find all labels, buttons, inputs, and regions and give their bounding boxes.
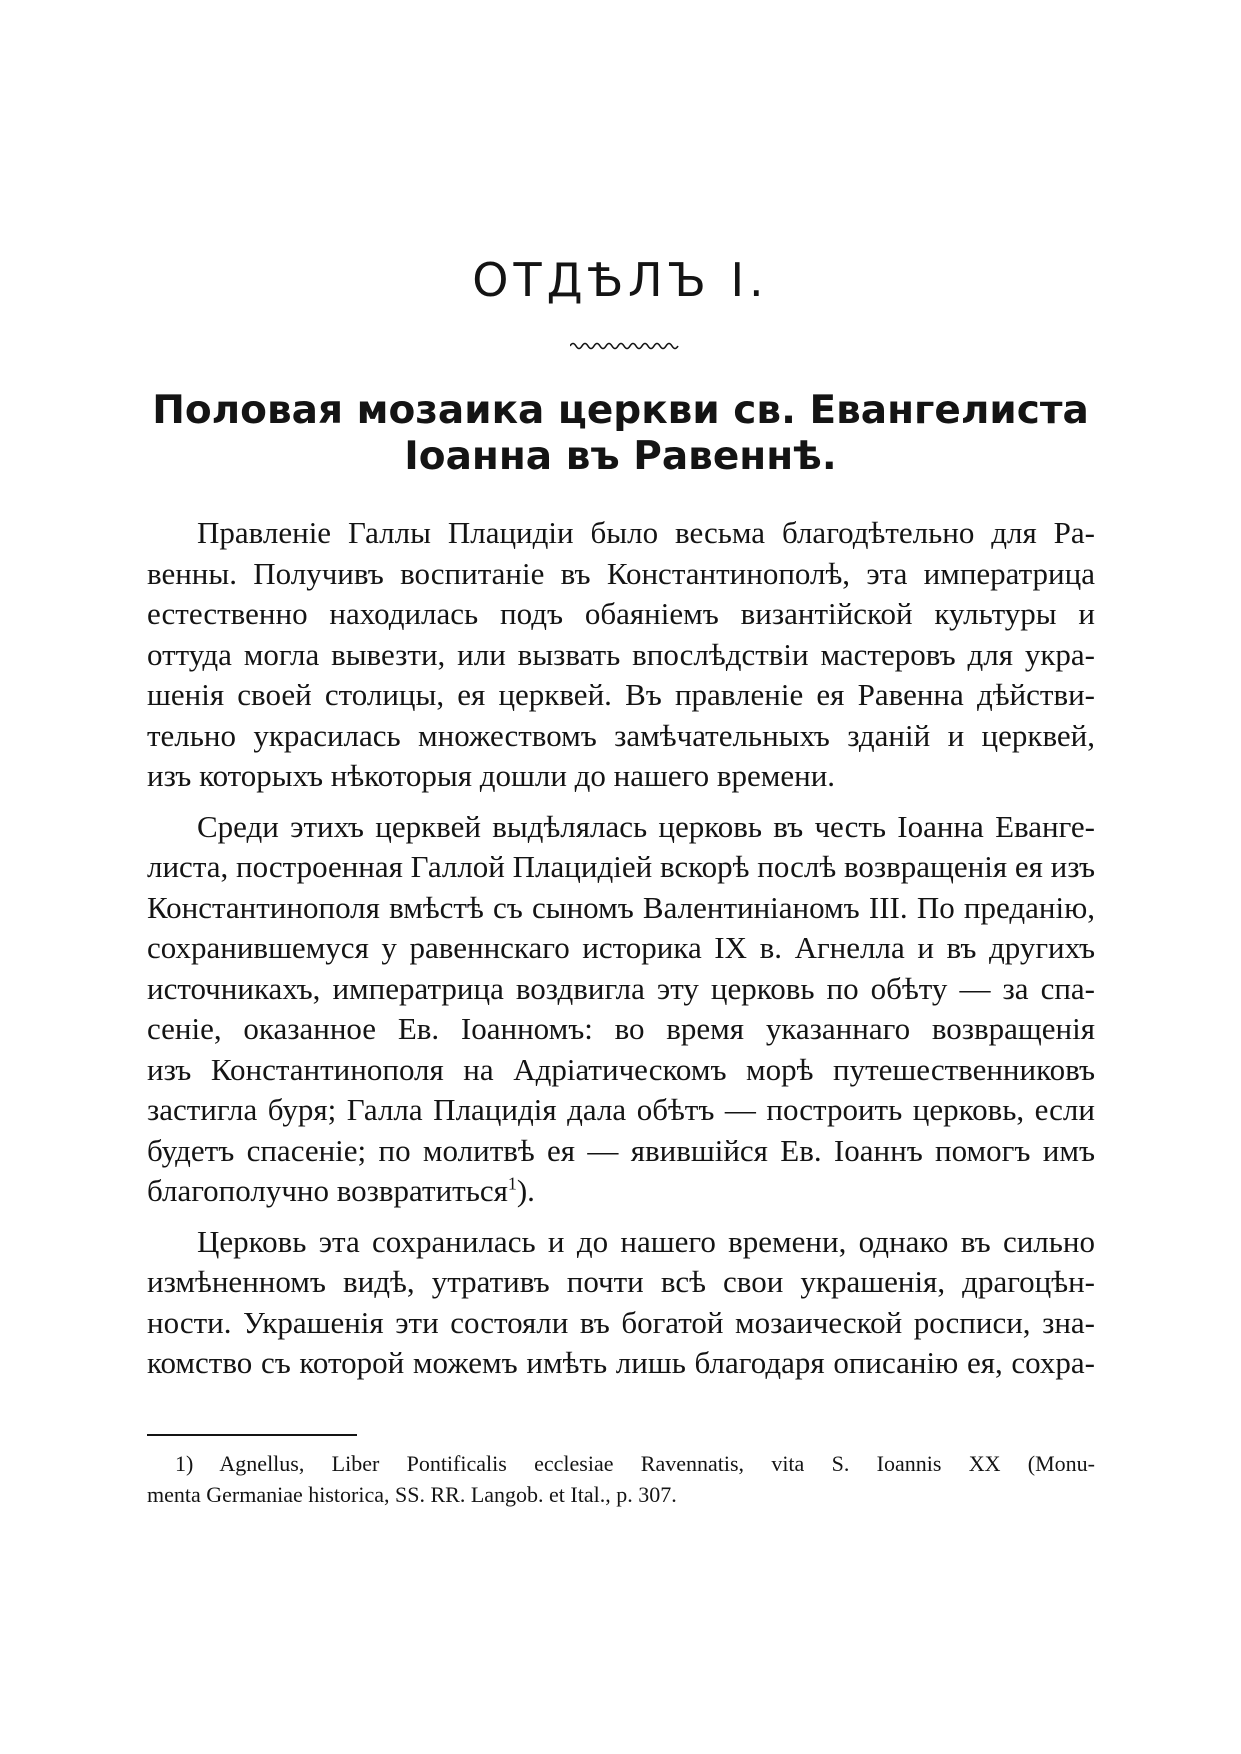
text-line: сохранившемуся у равеннскаго историка IX в. Агнелла и въ другихъ <box>147 930 1095 965</box>
text-line: Правленіе Галлы Плацидіи было весьма благодѣтельно для Ра- <box>197 515 1095 550</box>
paragraph-1 <box>147 513 1095 797</box>
text-line: сеніе, оказанное Ев. Іоанномъ: во время указаннаго возвращенія <box>147 1011 1095 1046</box>
text-line: изъ Константинополя на Адріатическомъ морѣ путешественниковъ <box>147 1051 1095 1087</box>
text-line: будетъ спасеніе; по молитвѣ ея — явившійся Ев. Іоаннъ помогъ имъ <box>147 1132 1095 1168</box>
text-line: листа, построенная Галлой Плацидіей вскорѣ послѣ возвращенія ея изъ <box>147 849 1095 884</box>
text-line-content: благополучно возвратиться <box>147 1173 508 1208</box>
text-line: изъ которыхъ нѣкоторыя дошли до нашего времени. <box>147 758 836 793</box>
text-line: тельно украсилась множествомъ замѣчательныхъ зданій и церквей, <box>147 717 1095 753</box>
paragraph-3 <box>147 1222 1095 1384</box>
text-line: Церковь эта сохранилась и до нашего времени, однако въ сильно <box>197 1223 1095 1259</box>
text-line: естественно находилась подъ обаяніемъ византійской культуры и <box>147 596 1095 631</box>
chapter-title <box>100 388 1141 480</box>
text-line: Константинополя вмѣстѣ съ сыномъ Валентиніаномъ III. По преданію, <box>147 889 1095 925</box>
chapter-title-line-1: Половая мозаика церкви св. Евангелиста <box>152 388 1089 433</box>
text-line: шенія своей столицы, ея церквей. Въ правленіе ея Равенна дѣйстви- <box>147 677 1095 712</box>
section-heading: ОТДѢЛЪ I. <box>472 253 769 307</box>
paragraph-2 <box>147 807 1095 1212</box>
text-line <box>147 1171 1095 1212</box>
text-line: источникахъ, императрица воздвигла эту церковь по обѣту — за спа- <box>147 970 1095 1006</box>
text-line: оттуда могла вывезти, или вызвать впослѣдствіи мастеровъ для укра- <box>147 636 1095 672</box>
footnote-line: 1) Agnellus, Liber Pontificalis ecclesiae Ravennatis, vita S. Ioannis XX (Monu- <box>175 1451 1095 1476</box>
wavy-ornament-divider <box>570 340 680 352</box>
text-line: венны. Получивъ воспитаніе въ Константинополѣ, эта императрица <box>147 555 1095 591</box>
footnote <box>147 1448 1095 1510</box>
body-text <box>147 513 1095 1394</box>
text-line: ности. Украшенія эти состояли въ богатой мозаической росписи, зна- <box>147 1304 1095 1340</box>
footnote-divider <box>147 1434 357 1436</box>
text-line: комство съ которой можемъ имѣть лишь благодаря описанію ея, сохра- <box>147 1345 1095 1380</box>
footnote-line: menta Germaniae historica, SS. RR. Langob. et Ital., p. 307. <box>147 1482 677 1507</box>
chapter-title-line-2: Іоанна въ Равеннѣ. <box>404 434 837 479</box>
footnote-reference: 1 <box>507 1173 517 1194</box>
text-line-tail: ). <box>516 1173 535 1208</box>
text-line: Среди этихъ церквей выдѣлялась церковь въ честь Іоанна Еванге- <box>197 808 1095 844</box>
text-line: застигла буря; Галла Плацидія дала обѣтъ — построить церковь, если <box>147 1092 1095 1127</box>
text-line: измѣненномъ видѣ, утративъ почти всѣ свои украшенія, драгоцѣн- <box>147 1264 1095 1299</box>
